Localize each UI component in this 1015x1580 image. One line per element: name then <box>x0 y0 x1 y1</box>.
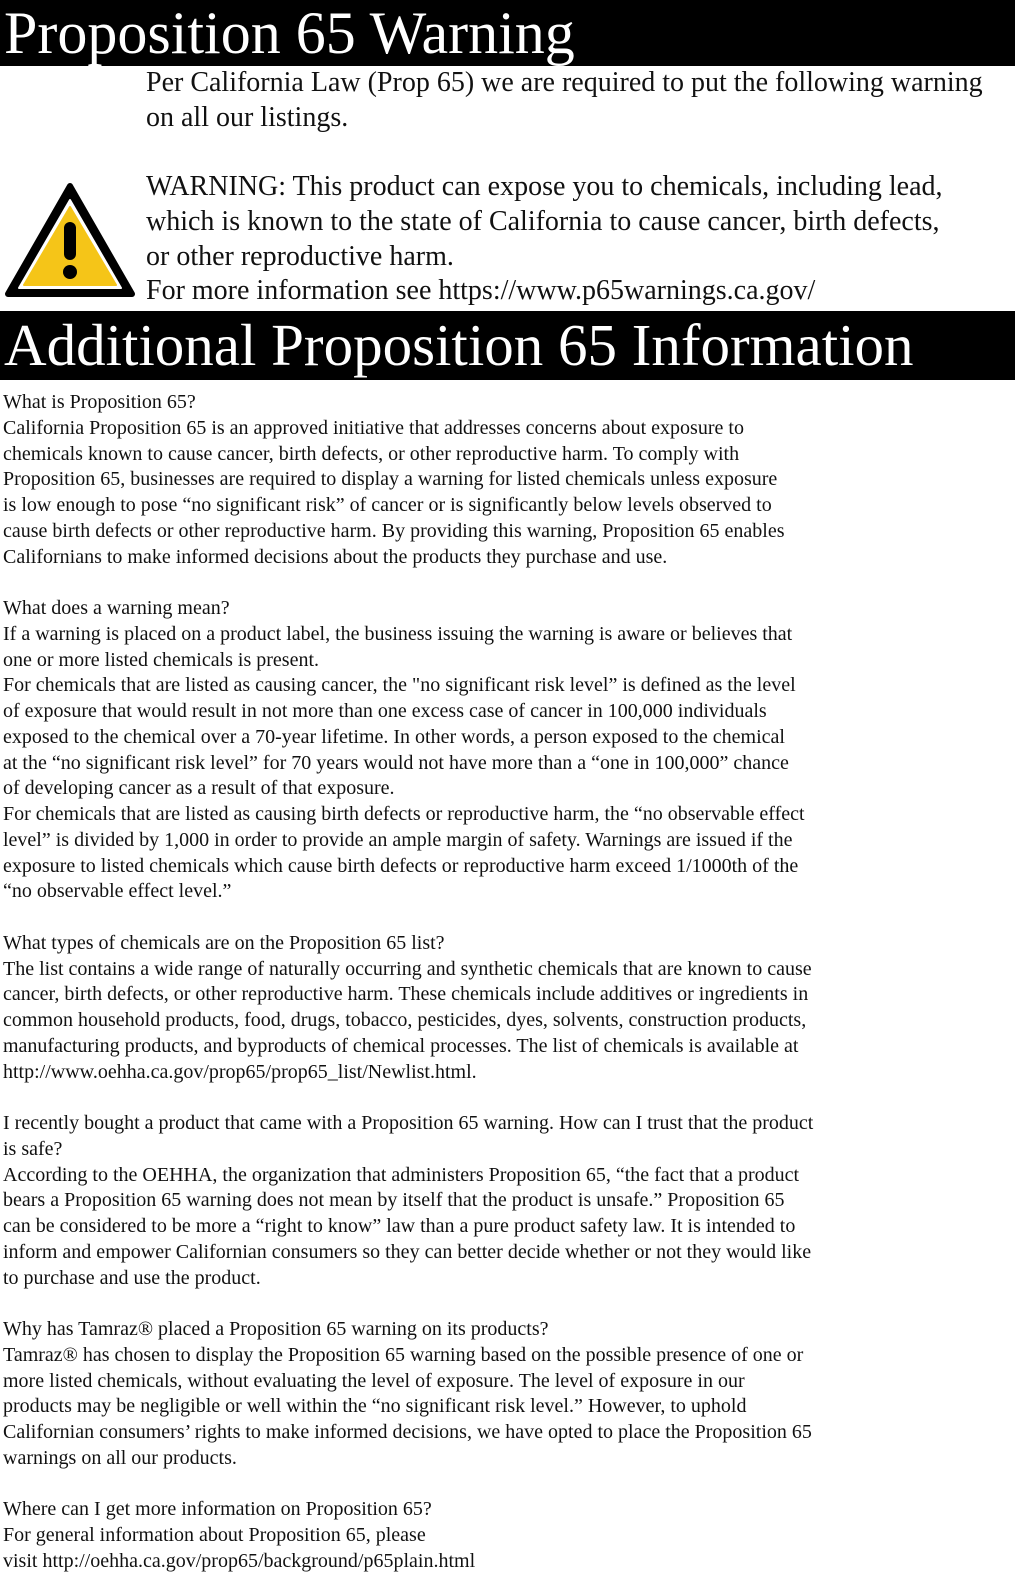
qa-answer-line: The list contains a wide range of naturally occurring and synthetic chemicals that are known to cause <box>3 957 812 980</box>
qa-answer-line: to purchase and use the product. <box>3 1266 261 1289</box>
warning-text <box>146 66 1015 309</box>
qa-question: What is Proposition 65? <box>3 391 196 413</box>
qa-answer-line: inform and empower Californian consumers so they can better decide whether or not they would like <box>3 1240 812 1263</box>
warning-block <box>0 66 1015 311</box>
qa-answer-line: For general information about Proposition 65, please <box>3 1524 426 1546</box>
qa-link-line[interactable]: visit http://oehha.ca.gov/prop65/background/p65plain.html <box>3 1549 476 1572</box>
qa-question: I recently bought a product that came with a Proposition 65 warning. How can I trust that the product <box>3 1112 814 1134</box>
warning-line: which is known to the state of California to cause cancer, birth defects, <box>146 205 940 237</box>
qa-block <box>3 931 1008 1086</box>
intro-line: Per California Law (Prop 65) we are required to put the following warning <box>146 67 983 98</box>
qa-block <box>3 596 1008 905</box>
warning-triangle-icon <box>4 180 136 300</box>
qa-answer-line: warnings on all our products. <box>3 1446 237 1469</box>
qa-answer-line: level” is divided by 1,000 in order to provide an ample margin of safety. Warnings are issued if the <box>3 828 793 851</box>
qa-answer-line: of developing cancer as a result of that exposure. <box>3 777 395 800</box>
qa-answer-line: Tamraz® has chosen to display the Proposition 65 warning based on the possible presence of one or <box>3 1343 804 1366</box>
paragraph-spacer <box>3 1085 1008 1111</box>
paragraph-spacer <box>3 1291 1008 1317</box>
qa-link-line[interactable]: http://www.oehha.ca.gov/prop65/prop65_list/Newlist.html. <box>3 1060 477 1083</box>
qa-answer-line: cause birth defects or other reproductive harm. By providing this warning, Proposition 65 enables <box>3 519 785 542</box>
qa-answer-line: For chemicals that are listed as causing birth defects or reproductive harm, the “no observable effect <box>3 803 805 825</box>
qa-answer-line: exposure to listed chemicals which cause birth defects or reproductive harm exceed 1/1000th of the <box>3 854 799 877</box>
qa-answer-line: manufacturing products, and byproducts of chemical processes. The list of chemicals is available at <box>3 1034 799 1057</box>
qa-answer-line: For chemicals that are listed as causing cancer, the "no significant risk level” is defined as the level <box>3 674 796 697</box>
paragraph-spacer <box>3 1472 1008 1498</box>
warning-line: or other reproductive harm. <box>146 240 454 272</box>
intro-line: on all our listings. <box>146 101 349 133</box>
paragraph-spacer <box>3 905 1008 931</box>
info-title: Additional Proposition 65 Information <box>0 311 1015 380</box>
qa-answer-line: common household products, food, drugs, tobacco, pesticides, dyes, solvents, construction products, <box>3 1009 807 1031</box>
qa-answer-line: cancer, birth defects, or other reproductive harm. These chemicals include additives or ingredients in <box>3 983 809 1006</box>
qa-answer-line: one or more listed chemicals is present. <box>3 648 320 671</box>
qa-block <box>3 1111 1008 1291</box>
qa-answer-line: chemicals known to cause cancer, birth defects, or other reproductive harm. To comply with <box>3 442 740 465</box>
paragraph-spacer <box>3 570 1008 596</box>
qa-answer-line: at the “no significant risk level” for 70 years would not have more than a “one in 100,000” chance <box>3 751 789 774</box>
qa-question: Where can I get more information on Proposition 65? <box>3 1498 432 1521</box>
more-info-link-line[interactable]: For more information see https://www.p65warnings.ca.gov/ <box>146 275 816 307</box>
info-body <box>3 390 1008 1575</box>
qa-answer-line: exposed to the chemical over a 70-year lifetime. In other words, a person exposed to the chemical <box>3 725 785 748</box>
qa-question: Why has Tamraz® placed a Proposition 65 warning on its products? <box>3 1318 549 1340</box>
warning-line: WARNING: This product can expose you to chemicals, including lead, <box>146 171 943 203</box>
qa-answer-line: “no observable effect level.” <box>3 880 232 903</box>
qa-answer-line: is low enough to pose “no significant risk” of cancer or is significantly below levels observed to <box>3 494 772 516</box>
qa-block <box>3 1497 1008 1574</box>
qa-answer-line: is safe? <box>3 1137 63 1160</box>
qa-answer-line: Californians to make informed decisions about the products they purchase and use. <box>3 545 668 568</box>
qa-answer-line: can be considered to be more a “right to know” law than a pure product safety law. It is intended to <box>3 1215 796 1237</box>
qa-answer-line: Californian consumers’ rights to make informed decisions, we have opted to place the Proposition 65 <box>3 1421 812 1443</box>
qa-answer-line: products may be negligible or well within the “no significant risk level.” However, to uphold <box>3 1395 747 1418</box>
qa-answer-line: According to the OEHHA, the organization that administers Proposition 65, “the fact that a product <box>3 1163 800 1186</box>
qa-answer-line: California Proposition 65 is an approved initiative that addresses concerns about exposure to <box>3 416 744 439</box>
warning-title: Proposition 65 Warning <box>0 0 1015 66</box>
qa-answer-line: of exposure that would result in not more than one excess case of cancer in 100,000 individuals <box>3 700 767 722</box>
qa-question: What does a warning mean? <box>3 597 230 619</box>
qa-answer-line: more listed chemicals, without evaluating the level of exposure. The level of exposure in our <box>3 1369 745 1392</box>
qa-answer-line: Proposition 65, businesses are required to display a warning for listed chemicals unless exposure <box>3 468 778 491</box>
qa-block <box>3 1317 1008 1472</box>
qa-question: What types of chemicals are on the Proposition 65 list? <box>3 931 445 954</box>
qa-block <box>3 390 1008 570</box>
qa-answer-line: bears a Proposition 65 warning does not mean by itself that the product is unsafe.” Proposition 65 <box>3 1189 785 1212</box>
qa-answer-line: If a warning is placed on a product label, the business issuing the warning is aware or believes that <box>3 622 793 645</box>
